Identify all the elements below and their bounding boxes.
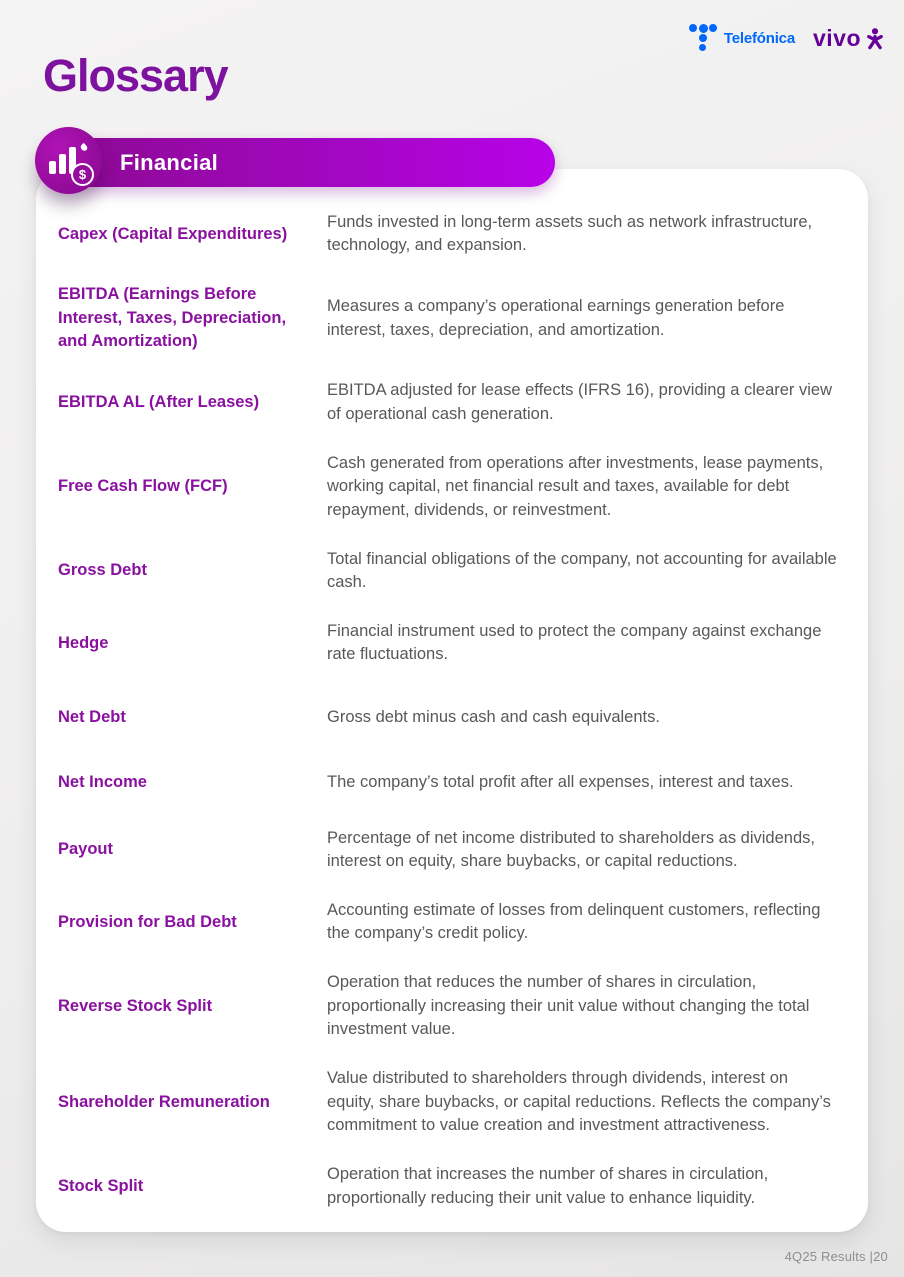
term-label: EBITDA AL (After Leases) (58, 393, 260, 411)
term-label: Capex (Capital Expenditures) (58, 224, 288, 243)
glossary-row (58, 899, 850, 946)
brand-header (689, 24, 886, 53)
term-definition: Funds invested in long-term assets such as network infrastructure, technology, and expansion. (327, 213, 813, 255)
term-label: Free Cash Flow (FCF) (58, 477, 228, 496)
section-header-pill (48, 138, 555, 187)
page-number: 4Q25 Results |20 (784, 1249, 888, 1264)
term-definition: Gross debt minus cash and cash equivalents. (327, 708, 660, 727)
term-label: Stock Split (58, 1176, 144, 1195)
glossary-row (58, 379, 850, 426)
term-definition: Operation that increases the number of shares in circulation, proportionally reducing their unit value to enhance liquidity. (327, 1165, 769, 1207)
term-definition: Cash generated from operations after investments, lease payments, working capital, net financial result and taxes, available for debt repayment, dividends, or reinvestment. (327, 453, 824, 519)
term-label: Net Income (58, 773, 147, 792)
glossary-row (58, 706, 850, 729)
glossary-row (58, 211, 850, 258)
telefonica-dots-icon (689, 24, 718, 53)
term-definition: Percentage of net income distributed to shareholders as dividends, interest on equity, share buybacks, or capital reductions. (327, 828, 815, 870)
glossary-row (58, 1067, 850, 1137)
section-title: Financial (120, 149, 219, 175)
comma-mark-icon (79, 143, 88, 152)
term-definition: Operation that reduces the number of shares in circulation, proportionally increasing their unit value without changing the total investment value. (327, 973, 810, 1039)
term-definition: Accounting estimate of losses from delinquent customers, reflecting the company’s credit policy. (327, 900, 821, 943)
dollar-circle-icon: $ (71, 163, 94, 186)
term-definition: Value distributed to shareholders through dividends, interest on equity, share buybacks, or capital reductions. Reflects the company’s commitment to value creation and investment attractiveness. (327, 1069, 831, 1135)
content-card (36, 169, 868, 1232)
telefonica-logo (689, 24, 795, 53)
term-label: Gross Debt (58, 561, 147, 580)
term-label: Reverse Stock Split (58, 996, 213, 1015)
term-label: Provision for Bad Debt (58, 912, 237, 931)
term-label: Hedge (58, 633, 109, 652)
glossary-row (58, 548, 850, 595)
term-label: Shareholder Remuneration (58, 1092, 270, 1111)
glossary-row (58, 827, 850, 874)
glossary-row (58, 1163, 850, 1210)
glossary-row (58, 283, 850, 353)
vivo-wordmark: vivo (812, 25, 861, 51)
term-definition: Financial instrument used to protect the company against exchange rate fluctuations. (327, 622, 822, 664)
telefonica-wordmark: Telefónica (723, 30, 795, 47)
glossary-row (58, 452, 850, 522)
vivo-logo (813, 25, 886, 52)
vivo-person-icon (864, 27, 886, 51)
glossary-row (58, 620, 850, 667)
term-label: EBITDA (Earnings Before Interest, Taxes, Depreciation, and Amortization) (58, 285, 287, 351)
glossary-rows (58, 211, 850, 1210)
term-label: Net Debt (58, 708, 126, 727)
glossary-row (58, 971, 850, 1041)
page-title: Glossary (43, 50, 228, 101)
financial-badge (35, 127, 102, 194)
term-definition: The company’s total profit after all expenses, interest and taxes. (327, 773, 794, 792)
term-definition: Measures a company’s operational earnings generation before interest, taxes, depreciation, and amortization. (327, 297, 785, 339)
glossary-row (58, 771, 850, 794)
term-definition: EBITDA adjusted for lease effects (IFRS 16), providing a clearer view of operational cash generation. (327, 381, 833, 423)
term-definition: Total financial obligations of the company, not accounting for available cash. (327, 549, 837, 592)
term-label: Payout (58, 840, 114, 859)
